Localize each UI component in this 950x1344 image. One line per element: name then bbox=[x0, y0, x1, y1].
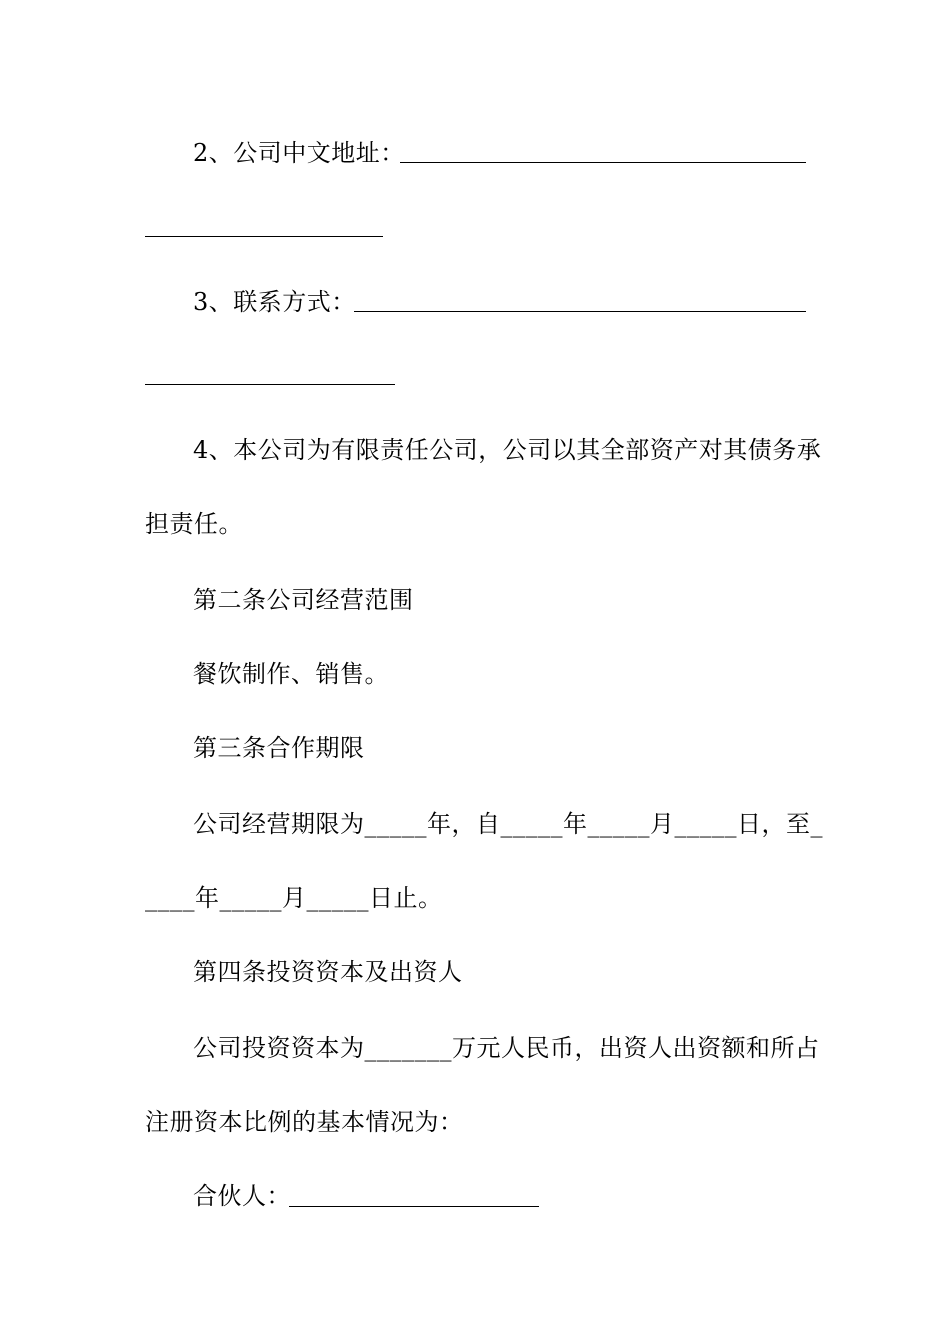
liability-clause-line-2: 担责任。 bbox=[145, 510, 243, 538]
term-clause-line-1: 公司经营期限为_____年，自_____年_____月_____日，至_ bbox=[193, 810, 823, 838]
article-4-heading: 第四条投资资本及出资人 bbox=[193, 958, 463, 986]
partner-label: 合伙人： bbox=[193, 1182, 291, 1210]
business-scope-text: 餐饮制作、销售。 bbox=[193, 660, 389, 688]
article-2-heading: 第二条公司经营范围 bbox=[193, 586, 414, 614]
contact-label: 3、联系方式： bbox=[193, 288, 356, 316]
contact-blank-line bbox=[354, 311, 806, 312]
capital-clause-line-2: 注册资本比例的基本情况为： bbox=[145, 1108, 464, 1136]
liability-clause-line-1: 4、本公司为有限责任公司，公司以其全部资产对其债务承 bbox=[193, 436, 822, 464]
article-3-heading: 第三条合作期限 bbox=[193, 734, 365, 762]
term-clause-line-2: ____年_____月_____日止。 bbox=[145, 884, 443, 912]
partner-blank-line bbox=[289, 1206, 539, 1207]
contact-blank-line-continued bbox=[145, 384, 395, 385]
address-label: 2、公司中文地址： bbox=[193, 139, 405, 167]
address-blank-line-continued bbox=[145, 236, 383, 237]
capital-clause-line-1: 公司投资资本为_______万元人民币，出资人出资额和所占 bbox=[193, 1034, 820, 1062]
address-blank-line bbox=[400, 162, 806, 163]
